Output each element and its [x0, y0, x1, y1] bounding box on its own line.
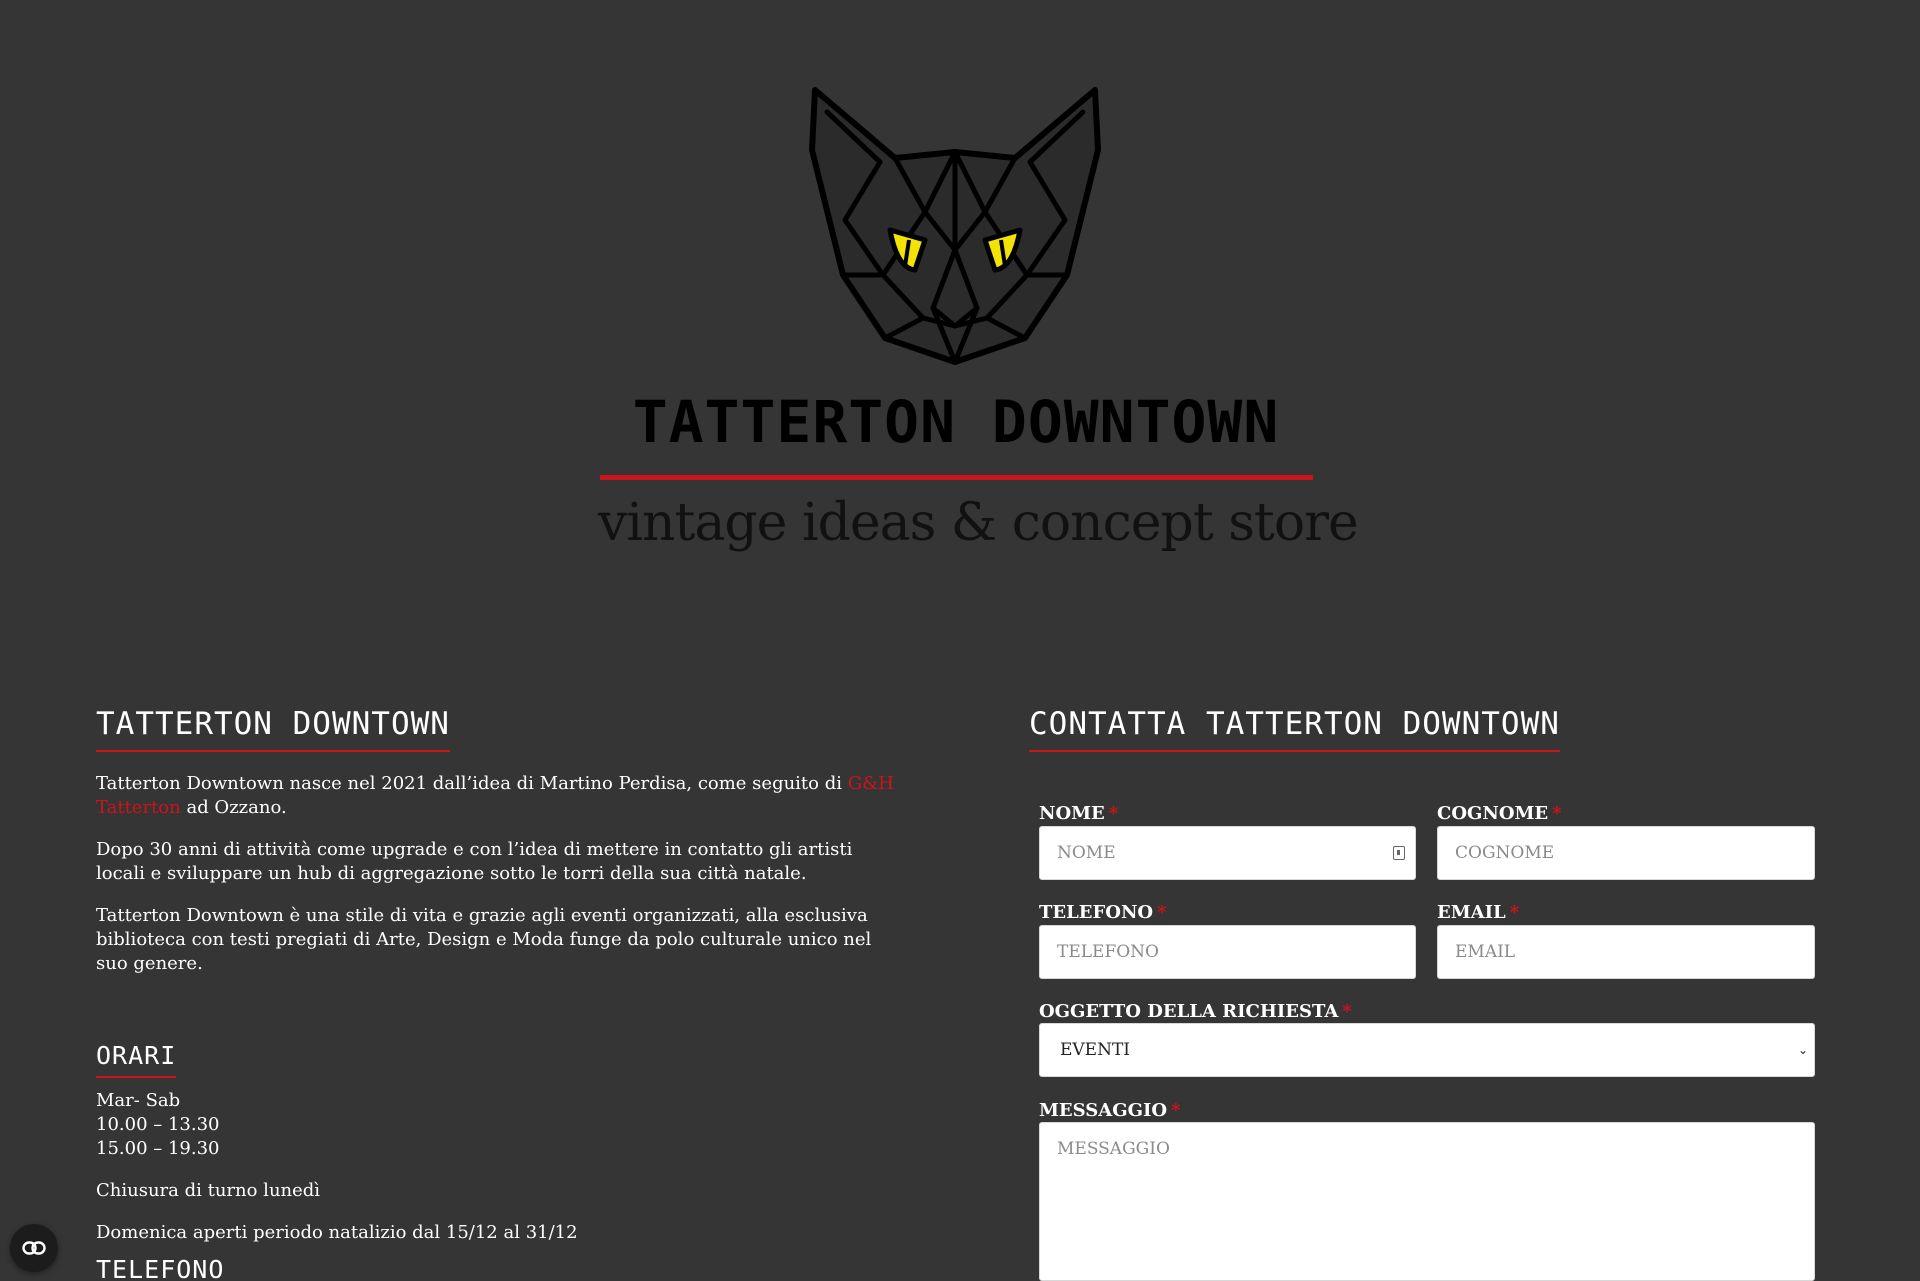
about-paragraph-2: Dopo 30 anni di attività come upgrade e con l’idea di mettere in contatto gli artisti locali e sviluppare un hub di aggregazione sotto le torri della sua città natale. — [96, 839, 853, 884]
about-p1-tail: ad Ozzano. — [180, 797, 287, 818]
hours-afternoon: 15.00 – 19.30 — [96, 1138, 220, 1159]
about-paragraph-3: Tatterton Downtown è una stile di vita e grazie agli eventi organizzati, alla esclusiva biblioteca con testi pregiati di Arte, Design e Moda funge da polo culturale unico nel suo genere. — [96, 905, 872, 974]
email-label-text: EMAIL — [1437, 902, 1506, 923]
telefono-label-text: TELEFONO — [1039, 902, 1154, 923]
accessibility-button[interactable] — [10, 1224, 58, 1272]
cognome-label-text: COGNOME — [1437, 803, 1549, 824]
brand-divider — [600, 475, 1313, 480]
gh-tatterton-link[interactable]: G&H Tatterton — [96, 773, 894, 818]
required-mark: * — [1342, 1001, 1352, 1022]
about-text — [96, 772, 896, 994]
cognome-input[interactable] — [1437, 826, 1815, 880]
nome-label-text: NOME — [1039, 803, 1105, 824]
accessibility-toggle-icon — [22, 1240, 46, 1256]
oggetto-label-text: OGGETTO DELLA RICHIESTA — [1039, 1001, 1339, 1022]
hours-block — [96, 1089, 796, 1263]
cognome-label — [1437, 803, 1562, 825]
required-mark: * — [1171, 1100, 1181, 1121]
hours-sunday: Domenica aperti periodo natalizio dal 15/12 al 31/12 — [96, 1222, 578, 1243]
contact-heading: CONTATTA TATTERTON DOWNTOWN — [1029, 704, 1560, 752]
messaggio-label-text: MESSAGGIO — [1039, 1100, 1168, 1121]
email-label — [1437, 902, 1519, 924]
telefono-input[interactable] — [1039, 925, 1416, 979]
phone-heading: TELEFONO — [96, 1255, 225, 1281]
hours-days: Mar- Sab — [96, 1090, 181, 1111]
brand-tagline: vintage ideas & concept store — [598, 493, 1358, 553]
email-input[interactable] — [1437, 925, 1815, 979]
about-paragraph-1 — [96, 772, 896, 820]
cat-head-logo — [805, 80, 1105, 370]
messaggio-textarea[interactable] — [1039, 1122, 1815, 1281]
about-heading: TATTERTON DOWNTOWN — [96, 704, 450, 752]
hours-heading: ORARI — [96, 1040, 176, 1078]
required-mark: * — [1509, 902, 1520, 923]
nome-input[interactable] — [1039, 826, 1416, 880]
hours-schedule — [96, 1089, 796, 1161]
hours-closed: Chiusura di turno lunedì — [96, 1180, 321, 1201]
required-mark: * — [1108, 803, 1119, 824]
contact-card-icon[interactable] — [1393, 846, 1405, 860]
about-p1-text: Tatterton Downtown nasce nel 2021 dall’idea di Martino Perdisa, come seguito di — [96, 773, 848, 794]
hours-morning: 10.00 – 13.30 — [96, 1114, 220, 1135]
nome-label — [1039, 803, 1118, 825]
oggetto-label — [1039, 1001, 1352, 1023]
oggetto-selected-value: EVENTI — [1060, 1040, 1131, 1060]
required-mark: * — [1552, 803, 1562, 824]
messaggio-label — [1039, 1100, 1180, 1122]
chevron-down-icon: ⌄ — [1797, 1043, 1808, 1057]
brand-title: TATTERTON DOWNTOWN — [632, 388, 1280, 456]
oggetto-select[interactable] — [1039, 1023, 1815, 1077]
telefono-label — [1039, 902, 1167, 924]
required-mark: * — [1157, 902, 1167, 923]
